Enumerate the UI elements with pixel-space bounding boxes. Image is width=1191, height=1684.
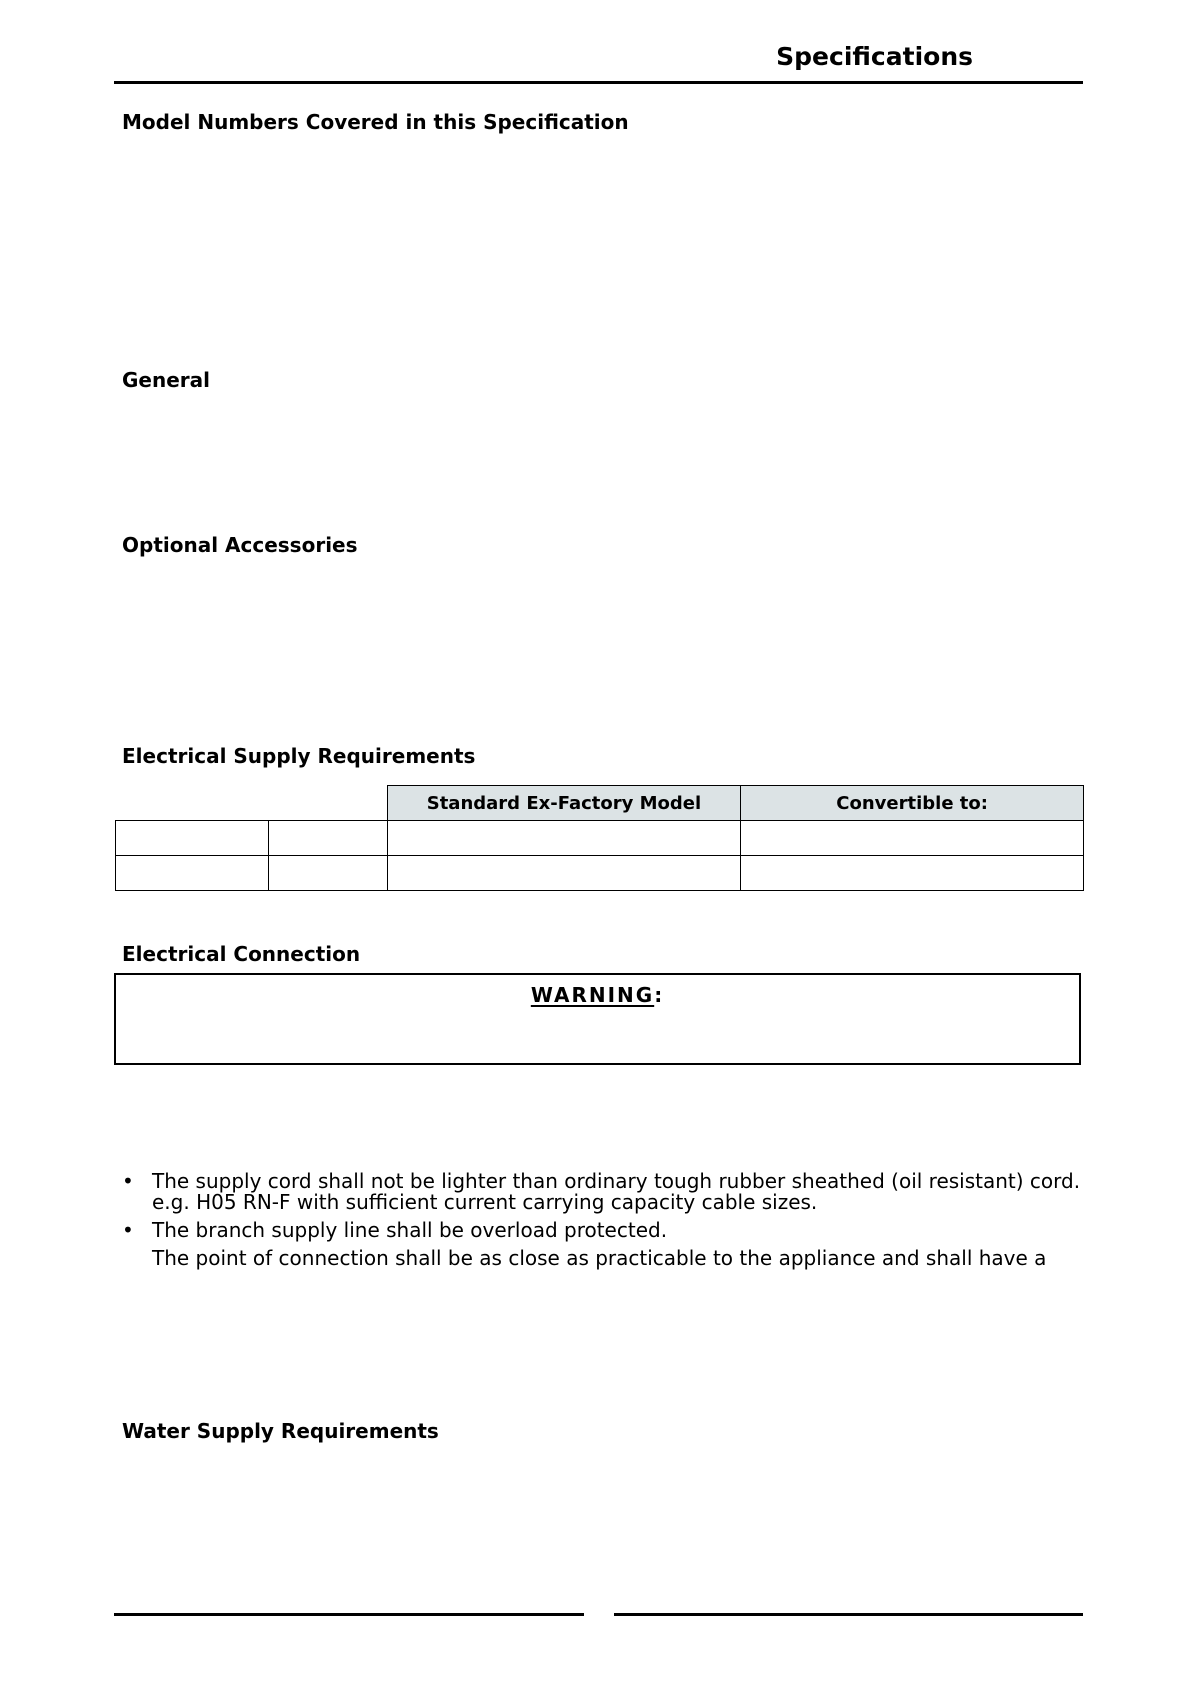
section-heading-optional-accessories: Optional Accessories bbox=[122, 533, 358, 557]
table-cell bbox=[268, 856, 387, 891]
section-heading-general: General bbox=[122, 368, 210, 392]
section-heading-water-supply: Water Supply Requirements bbox=[122, 1419, 439, 1443]
table-corner-cell bbox=[116, 786, 269, 821]
table-row bbox=[116, 821, 1084, 856]
warning-box bbox=[114, 973, 1081, 1065]
bullet-text: The branch supply line shall be overload protected. bbox=[152, 1218, 668, 1242]
footer-rule-left bbox=[114, 1613, 584, 1616]
table-cell bbox=[741, 856, 1084, 891]
list-item bbox=[122, 1220, 1082, 1241]
table-header-row bbox=[116, 786, 1084, 821]
table-cell bbox=[741, 821, 1084, 856]
table-cell bbox=[387, 856, 741, 891]
warning-label: WARNING bbox=[530, 983, 655, 1007]
header-rule bbox=[114, 81, 1083, 84]
table-cell bbox=[268, 821, 387, 856]
warning-colon: : bbox=[654, 983, 665, 1007]
page-title: Specifications bbox=[776, 42, 973, 71]
connection-notes bbox=[122, 1171, 1082, 1269]
bullet-text-continued: e.g. H05 RN-F with sufficient current carrying capacity cable sizes. bbox=[152, 1190, 818, 1214]
warning-title bbox=[116, 983, 1079, 1007]
bullet-text: The supply cord shall not be lighter than ordinary tough rubber sheathed (oil resistant) cord. bbox=[152, 1169, 1081, 1193]
table-cell bbox=[116, 856, 269, 891]
electrical-supply-table bbox=[115, 785, 1084, 891]
section-heading-electrical-connection: Electrical Connection bbox=[122, 942, 361, 966]
table-header-standard-model: Standard Ex-Factory Model bbox=[387, 786, 741, 821]
table-cell bbox=[387, 821, 741, 856]
section-heading-model-numbers: Model Numbers Covered in this Specification bbox=[122, 110, 629, 134]
section-heading-electrical-supply: Electrical Supply Requirements bbox=[122, 744, 476, 768]
table-cell bbox=[116, 821, 269, 856]
bullet-icon: • bbox=[122, 1169, 134, 1193]
footer-rule-right bbox=[614, 1613, 1083, 1616]
table-row bbox=[116, 856, 1084, 891]
table-corner-cell bbox=[268, 786, 387, 821]
bullet-icon: • bbox=[122, 1218, 134, 1242]
connection-paragraph: The point of connection shall be as close as practicable to the appliance and shall have a bbox=[152, 1246, 1047, 1270]
table-header-convertible: Convertible to: bbox=[741, 786, 1084, 821]
list-item bbox=[122, 1171, 1082, 1213]
